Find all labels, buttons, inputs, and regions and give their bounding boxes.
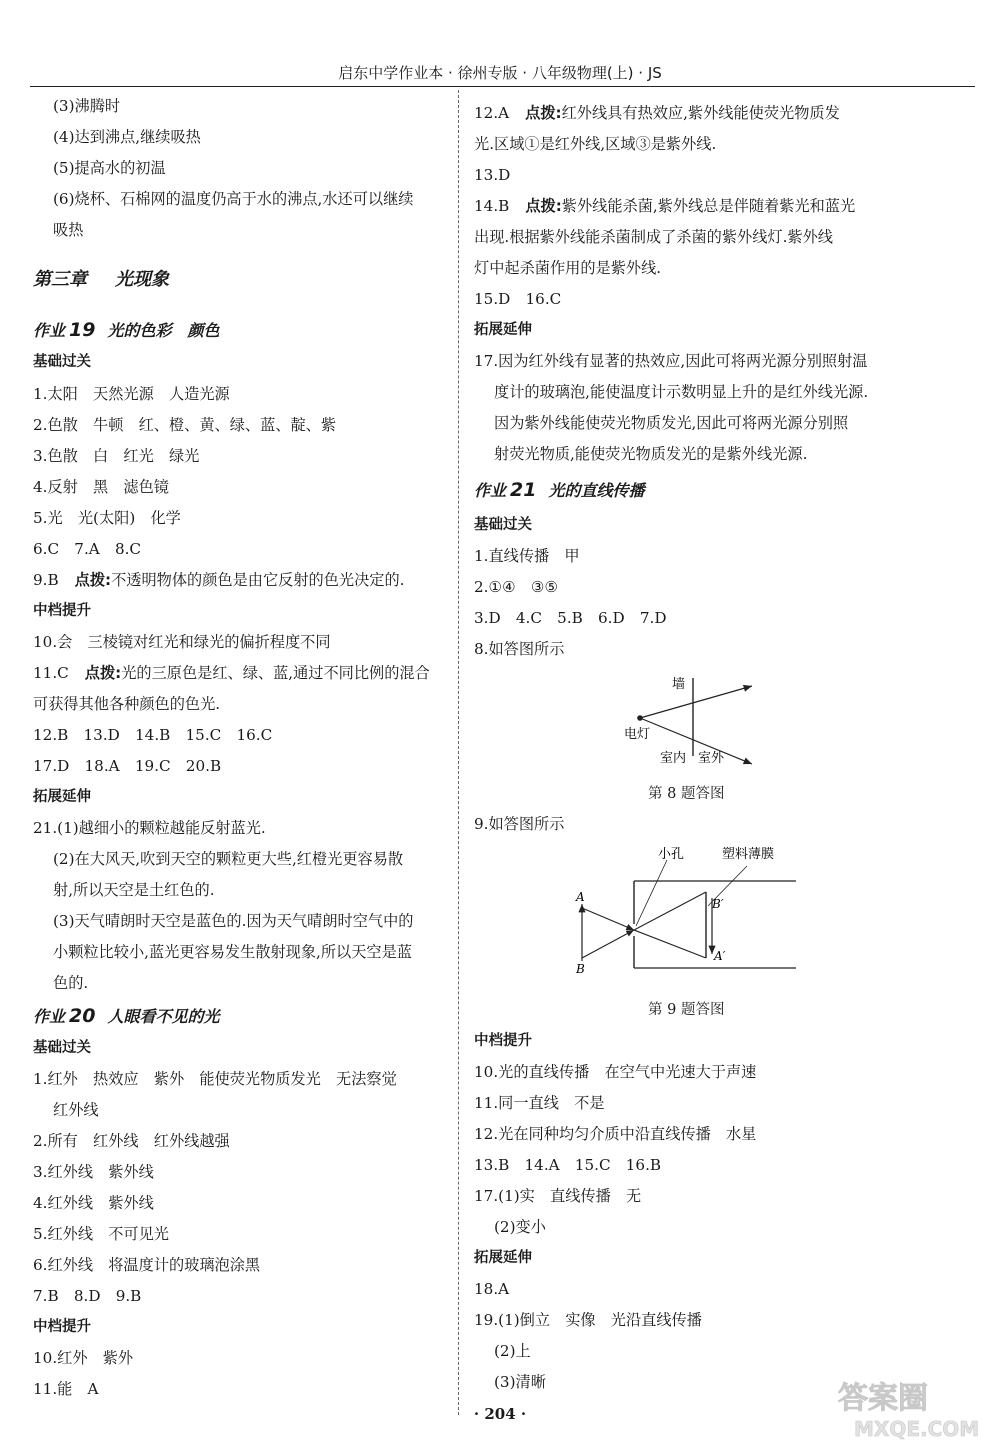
- answer-line: 吸热: [53, 221, 84, 239]
- homework-heading-19: 作业 19 光的色彩 颜色: [33, 319, 220, 341]
- answer-line: 11.C 点拨:光的三原色是红、绿、蓝,通过不同比例的混合: [33, 664, 430, 682]
- point-a-prime-label: A′: [714, 949, 726, 963]
- pinhole-label: 小孔: [658, 847, 685, 862]
- answer-line: 4.红外线 紫外线: [33, 1194, 154, 1212]
- answer-line: 19.(1)倒立 实像 光沿直线传播: [474, 1311, 702, 1329]
- figure-9-caption: 第 9 题答图: [648, 1002, 725, 1018]
- lamp-label: 电灯: [624, 727, 651, 742]
- homework-heading-20: 作业 20 人眼看不见的光: [33, 1005, 220, 1027]
- answer-line: 21.(1)越细小的颗粒越能反射蓝光.: [33, 819, 266, 837]
- answer-line: 6.红外线 将温度计的玻璃泡涂黑: [33, 1256, 261, 1274]
- page-number: · 204 ·: [473, 1405, 527, 1423]
- light-ray-upper: [640, 686, 752, 718]
- answer-line: 2.①④ ③⑤: [474, 578, 559, 596]
- point-b-prime-label: B′: [712, 897, 724, 911]
- indoor-label: 室内: [660, 751, 687, 766]
- answer-line: 5.光 光(太阳) 化学: [33, 509, 181, 527]
- section-label: 中档提升: [474, 1033, 532, 1049]
- answer-line: 度计的玻璃泡,能使温度计示数明显上升的是红外线光源.: [494, 383, 869, 401]
- answer-line: 1.红外 热效应 紫外 能使荧光物质发光 无法察觉: [33, 1070, 397, 1088]
- answer-line: 9.如答图所示: [474, 815, 565, 833]
- answer-line: 灯中起杀菌作用的是紫外线.: [474, 259, 662, 277]
- chapter-number: 第三章: [33, 269, 87, 290]
- chapter-title: 光现象: [115, 269, 169, 290]
- answer-line: 12.A 点拨:红外线具有热效应,紫外线能使荧光物质发: [474, 104, 840, 122]
- hint-label: 点拨:: [525, 104, 562, 122]
- answer-line: 6.C 7.A 8.C: [33, 540, 142, 558]
- figure-9-diagram: [572, 846, 802, 976]
- answer-line: 因为紫外线能使荧光物质发光,因此可将两光源分别照: [494, 414, 849, 432]
- figure-8-caption: 第 8 题答图: [648, 786, 725, 802]
- answer-line: 13.D: [474, 166, 511, 184]
- answer-line: 射,所以天空是土红色的.: [53, 881, 215, 899]
- answer-line: 9.B 点拨:不透明物体的颜色是由它反射的色光决定的.: [33, 571, 405, 589]
- hint-label: 点拨:: [84, 664, 122, 682]
- answer-line: 10.会 三棱镜对红光和绿光的偏折程度不同: [33, 633, 331, 651]
- outdoor-label: 室外: [698, 751, 725, 766]
- answer-line: 15.D 16.C: [474, 290, 562, 308]
- film-label: 塑料薄膜: [722, 847, 775, 862]
- answer-line: 可获得其他各种颜色的色光.: [33, 695, 221, 713]
- answer-line: (3)清晰: [494, 1373, 546, 1391]
- answer-line: 2.色散 牛顿 红、橙、黄、绿、蓝、靛、紫: [33, 416, 337, 434]
- watermark-logo: [832, 1372, 982, 1444]
- section-label: 基础过关: [474, 517, 532, 533]
- answer-line: (2)在大风天,吹到天空的颗粒更大些,红橙光更容易散: [53, 850, 404, 868]
- answer-line: 1.直线传播 甲: [474, 547, 580, 565]
- answer-line: 1.太阳 天然光源 人造光源: [33, 385, 230, 403]
- answer-line: 2.所有 红外线 红外线越强: [33, 1132, 230, 1150]
- answer-line: 12.B 13.D 14.B 15.C 16.C: [33, 726, 273, 744]
- answer-line: 11.同一直线 不是: [474, 1094, 605, 1112]
- answer-line: 14.B 点拨:紫外线能杀菌,紫外线总是伴随着紫光和蓝光: [474, 197, 856, 215]
- answer-line: 18.A: [474, 1280, 510, 1298]
- answer-line: 8.如答图所示: [474, 640, 565, 658]
- answer-line: 小颗粒比较小,蓝光更容易发生散射现象,所以天空是蓝: [53, 943, 412, 961]
- answer-line: 10.红外 紫外: [33, 1349, 134, 1367]
- hint-label: 点拨:: [74, 571, 112, 589]
- answer-line: 3.色散 白 红光 绿光: [33, 447, 200, 465]
- homework-heading-21: 作业 21 光的直线传播: [474, 479, 645, 501]
- figure-8-diagram: [610, 668, 770, 768]
- answer-line: (6)烧杯、石棉网的温度仍高于水的沸点,水还可以继续: [53, 190, 414, 208]
- svg-text:MXQE.COM: MXQE.COM: [854, 1417, 980, 1441]
- chapter-heading: [33, 269, 169, 291]
- answer-line: (2)变小: [494, 1218, 546, 1236]
- section-label: 中档提升: [33, 603, 91, 619]
- answer-line: (5)提高水的初温: [53, 159, 166, 177]
- section-label: 中档提升: [33, 1319, 91, 1335]
- section-label: 基础过关: [33, 354, 91, 370]
- point-b-label: B: [576, 962, 585, 976]
- column-divider: [458, 90, 459, 1415]
- answer-line: 3.红外线 紫外线: [33, 1163, 154, 1181]
- answer-line: 红外线: [53, 1101, 99, 1119]
- light-ray-lower: [640, 718, 752, 764]
- answer-line: 光.区域①是红外线,区域③是紫外线.: [474, 135, 717, 153]
- answer-line: 射荧光物质,能使荧光物质发光的是紫外线光源.: [494, 445, 808, 463]
- running-header: 启东中学作业本 · 徐州专版 · 八年级物理(上) · JS: [338, 64, 662, 82]
- section-label: 拓展延伸: [474, 322, 532, 338]
- answer-line: (2)上: [494, 1342, 531, 1360]
- header-rule: [30, 86, 975, 87]
- answer-line: 5.红外线 不可见光: [33, 1225, 169, 1243]
- answer-line: 色的.: [53, 974, 89, 992]
- svg-text:答案圈: 答案圈: [838, 1381, 928, 1416]
- answer-line: 出现.根据紫外线能杀菌制成了杀菌的紫外线灯.紫外线: [474, 228, 833, 246]
- answer-line: (3)沸腾时: [53, 97, 121, 115]
- answer-line: 12.光在同种均匀介质中沿直线传播 水星: [474, 1125, 757, 1143]
- answer-line: 10.光的直线传播 在空气中光速大于声速: [474, 1063, 757, 1081]
- answer-line: 7.B 8.D 9.B: [33, 1287, 142, 1305]
- section-label: 拓展延伸: [474, 1250, 532, 1266]
- hint-label: 点拨:: [525, 197, 562, 215]
- answer-line: 17.(1)实 直线传播 无: [474, 1187, 642, 1205]
- wall-label: 墙: [672, 677, 686, 692]
- answer-line: 3.D 4.C 5.B 6.D 7.D: [474, 609, 667, 627]
- answer-line: 17.因为红外线有显著的热效应,因此可将两光源分别照射温: [474, 352, 868, 370]
- answer-line: 11.能 A: [33, 1380, 99, 1398]
- answer-line: (4)达到沸点,继续吸热: [53, 128, 201, 146]
- answer-line: 13.B 14.A 15.C 16.B: [474, 1156, 662, 1174]
- answer-line: 4.反射 黑 滤色镜: [33, 478, 169, 496]
- section-label: 拓展延伸: [33, 789, 91, 805]
- point-a-label: A: [576, 890, 585, 904]
- answer-line: (3)天气晴朗时天空是蓝色的.因为天气晴朗时空气中的: [53, 912, 414, 930]
- answer-line: 17.D 18.A 19.C 20.B: [33, 757, 222, 775]
- section-label: 基础过关: [33, 1040, 91, 1056]
